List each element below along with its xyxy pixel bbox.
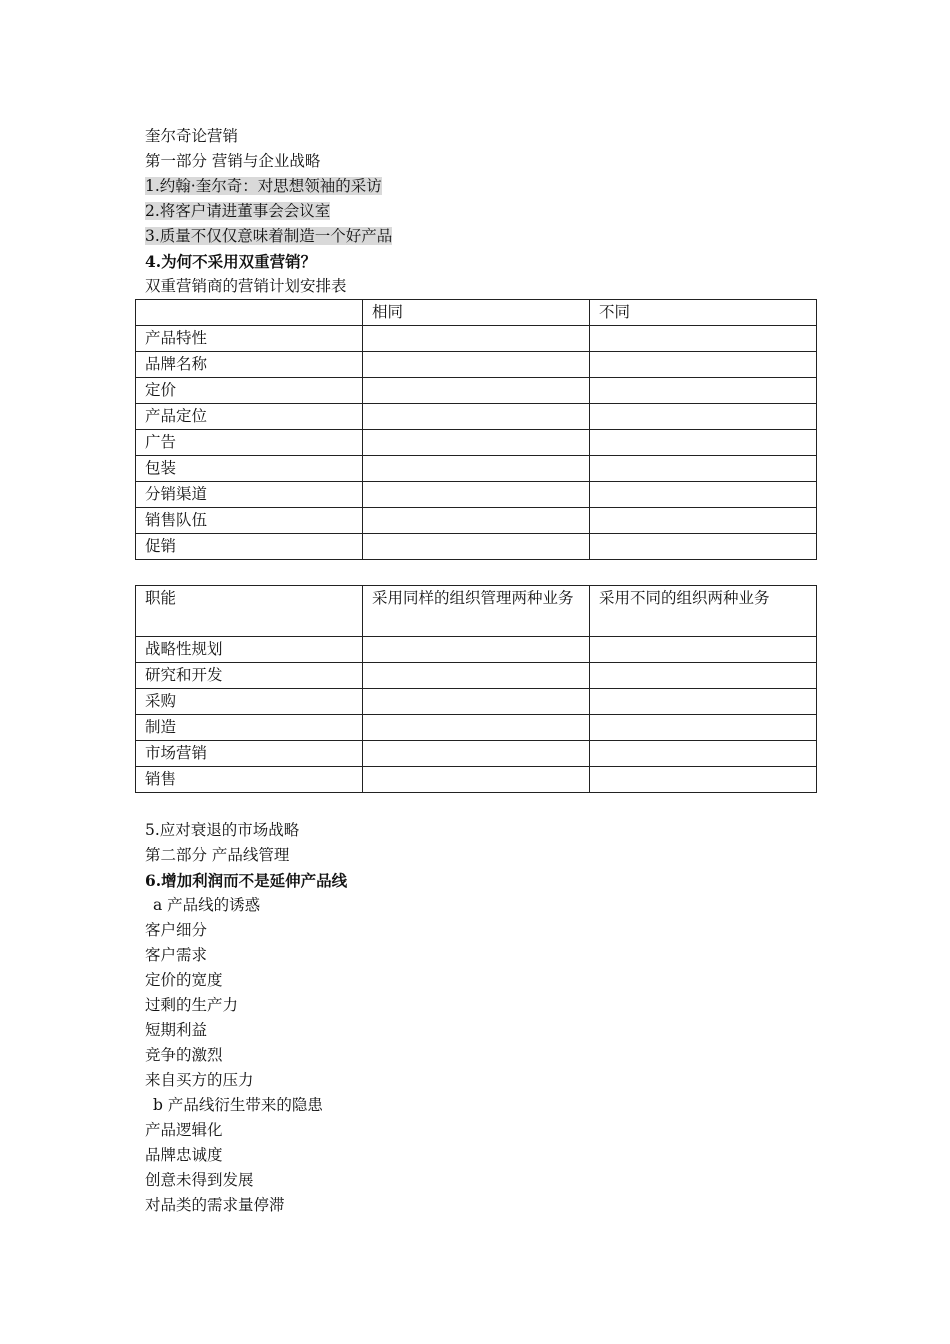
table-row [136, 689, 817, 715]
section-4-heading: 4.为何不采用双重营销？ [145, 252, 317, 271]
table-row [136, 508, 817, 534]
table-cell[interactable] [590, 637, 817, 663]
table-cell[interactable] [363, 378, 590, 404]
table-cell[interactable] [363, 637, 590, 663]
table-cell[interactable] [590, 456, 817, 482]
doc-title: 奎尔奇论营销 [145, 127, 239, 145]
table-cell[interactable] [363, 508, 590, 534]
table-cell[interactable] [363, 663, 590, 689]
section-6-heading: 6.增加利润而不是延伸产品线 [145, 871, 348, 890]
row-label: 促销 [136, 534, 363, 560]
table-row [136, 534, 817, 560]
table-cell[interactable] [363, 430, 590, 456]
table-cell[interactable] [590, 482, 817, 508]
table-row [136, 378, 817, 404]
table-cell[interactable] [363, 456, 590, 482]
table-header-cell [136, 300, 363, 326]
list-item: 品牌忠诚度 [145, 1146, 223, 1164]
spacer [145, 560, 817, 585]
toc-item-3[interactable]: 3.质量不仅仅意味着制造一个好产品 [145, 227, 393, 245]
table-row [136, 404, 817, 430]
table-cell[interactable] [590, 534, 817, 560]
table-row [136, 663, 817, 689]
list-item: 来自买方的压力 [145, 1071, 254, 1089]
list-item: 过剩的生产力 [145, 996, 239, 1014]
organization-function-table [135, 585, 817, 793]
table-row [136, 637, 817, 663]
row-label: 包装 [136, 456, 363, 482]
list-item: 短期利益 [145, 1021, 208, 1039]
table-cell[interactable] [363, 534, 590, 560]
table-cell[interactable] [590, 326, 817, 352]
table-cell[interactable] [590, 689, 817, 715]
table-cell[interactable] [590, 715, 817, 741]
table-row [136, 456, 817, 482]
table-row [136, 741, 817, 767]
row-label: 产品定位 [136, 404, 363, 430]
part-2-heading: 第二部分 产品线管理 [145, 846, 290, 864]
table-cell[interactable] [590, 404, 817, 430]
list-item: 客户需求 [145, 946, 208, 964]
table-row [136, 767, 817, 793]
list-item: 产品逻辑化 [145, 1121, 223, 1139]
table-row [136, 326, 817, 352]
list-item: 竞争的激烈 [145, 1046, 223, 1064]
spacer [145, 793, 817, 818]
table-cell[interactable] [363, 326, 590, 352]
table-cell[interactable] [590, 352, 817, 378]
table-cell[interactable] [590, 741, 817, 767]
list-item: 创意未得到发展 [145, 1171, 254, 1189]
table-row [136, 715, 817, 741]
table-cell[interactable] [590, 378, 817, 404]
table-row [136, 352, 817, 378]
toc-item-1[interactable]: 1.约翰·奎尔奇：对思想领袖的采访 [145, 177, 382, 195]
row-label: 市场营销 [136, 741, 363, 767]
subsection-a-heading: a 产品线的诱惑 [153, 896, 261, 914]
list-item: 客户细分 [145, 921, 208, 939]
table-cell[interactable] [363, 715, 590, 741]
subsection-b-heading: b 产品线衍生带来的隐患 [153, 1096, 323, 1114]
table-cell[interactable] [590, 508, 817, 534]
row-label: 制造 [136, 715, 363, 741]
table-cell[interactable] [590, 767, 817, 793]
row-label: 广告 [136, 430, 363, 456]
section-5-heading: 5.应对衰退的市场战略 [145, 821, 300, 839]
table-cell[interactable] [363, 689, 590, 715]
table-header-row [136, 300, 817, 326]
row-label: 销售 [136, 767, 363, 793]
table-header-row [136, 586, 817, 637]
row-label: 分销渠道 [136, 482, 363, 508]
row-label: 研究和开发 [136, 663, 363, 689]
table-1-caption: 双重营销商的营销计划安排表 [145, 277, 347, 295]
part-1-heading: 第一部分 营销与企业战略 [145, 152, 321, 170]
marketing-plan-table [135, 299, 817, 560]
list-item: 定价的宽度 [145, 971, 223, 989]
table-cell[interactable] [363, 482, 590, 508]
toc-item-2[interactable]: 2.将客户请进董事会会议室 [145, 202, 331, 220]
table-cell[interactable] [363, 767, 590, 793]
table-cell[interactable] [363, 352, 590, 378]
table-header-cell: 相同 [363, 300, 590, 326]
table-row [136, 430, 817, 456]
table-header-cell: 不同 [590, 300, 817, 326]
table-cell[interactable] [590, 663, 817, 689]
table-header-cell: 采用同样的组织管理两种业务 [363, 586, 590, 637]
table-header-cell: 采用不同的组织两种业务 [590, 586, 817, 637]
row-label: 产品特性 [136, 326, 363, 352]
row-label: 战略性规划 [136, 637, 363, 663]
row-label: 采购 [136, 689, 363, 715]
document-body [145, 124, 817, 1218]
table-cell[interactable] [363, 404, 590, 430]
table-header-cell: 职能 [136, 586, 363, 637]
row-label: 定价 [136, 378, 363, 404]
table-row [136, 482, 817, 508]
row-label: 品牌名称 [136, 352, 363, 378]
row-label: 销售队伍 [136, 508, 363, 534]
table-cell[interactable] [590, 430, 817, 456]
table-cell[interactable] [363, 741, 590, 767]
list-item: 对品类的需求量停滞 [145, 1196, 285, 1214]
